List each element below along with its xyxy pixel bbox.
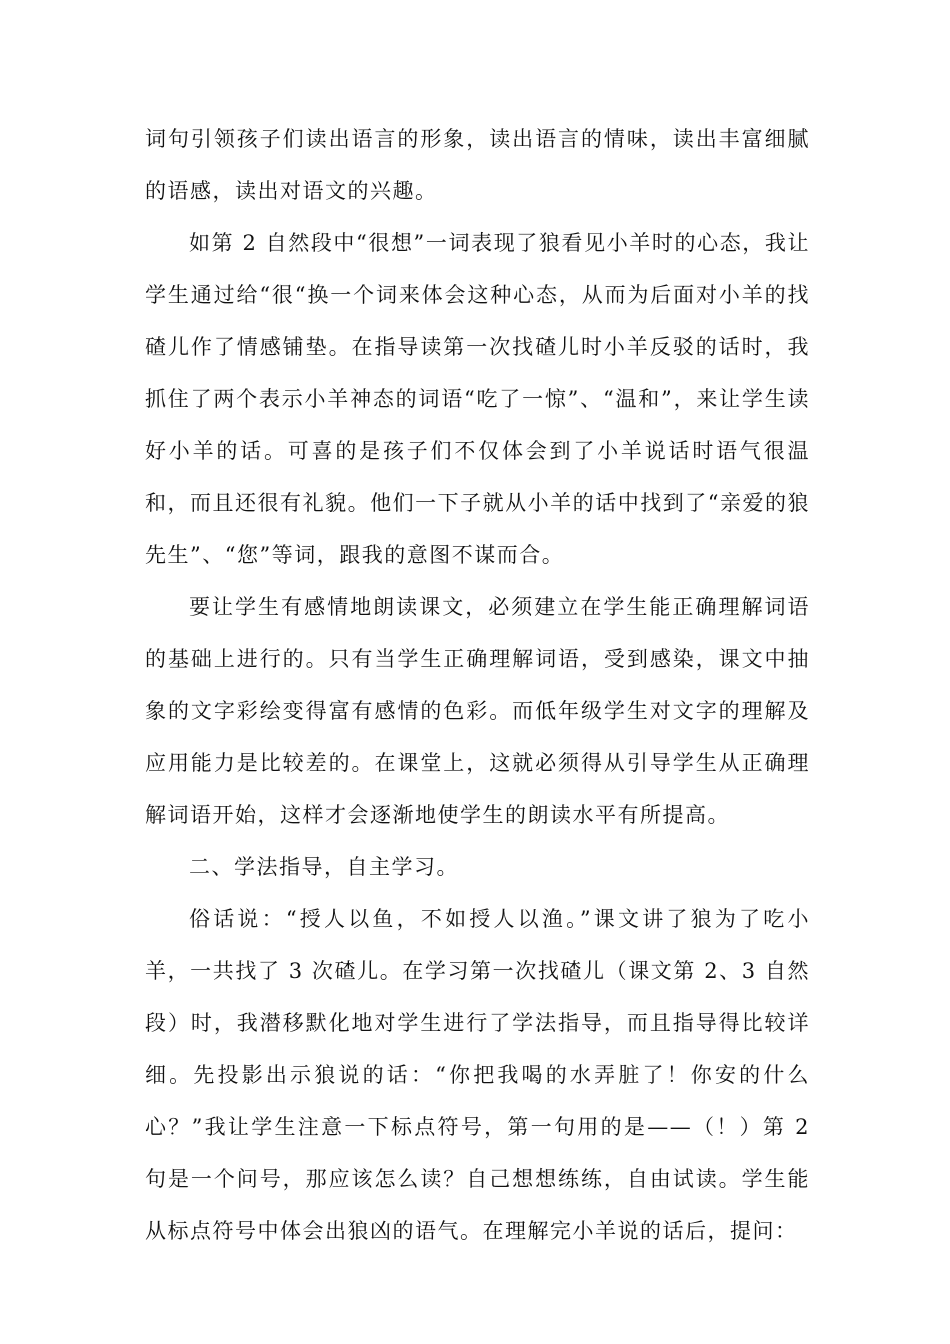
document-body	[145, 113, 810, 1257]
section-heading-study-method: 二、学法指导，自主学习。	[189, 855, 459, 879]
paragraph-wolf-mindset: 如第 2 自然段中“很想”一词表现了狼看见小羊时的心态，我让学生通过给“很“换一个词来体会这种心态，从而为后面对小羊的找碴儿作了情感铺垫。在指导读第一次找碴儿时小羊反驳的话时，我抓住了两个表示小羊神态的词语“吃了一惊”、“温和”，来让学生读好小羊的话。可喜的是孩子们不仅体会到了小羊说话时语气很温和，而且还很有礼貌。他们一下子就从小羊的话中找到了“亲爱的狼先生”、“您”等词，跟我的意图不谋而合。	[145, 231, 810, 567]
paragraph-continuation: 词句引领孩子们读出语言的形象，读出语言的情味，读出丰富细腻的语感，读出对语文的兴趣。	[145, 127, 810, 203]
paragraph-proverb-guidance: 俗话说：“授人以鱼，不如授人以渔。”课文讲了狼为了吃小羊，一共找了 3 次碴儿。在学习第一次找碴儿（课文第 2、3 自然段）时，我潜移默化地对学生进行了学法指导，而且指导得比较详细。先投影出示狼说的话：“你把我喝的水弄脏了！你安的什么心？”我让学生注意一下标点符号，第一句用的是——（！）第 2 句是一个问号，那应该怎么读？自己想想练练，自由试读。学生能从标点符号中体会出狼凶的语气。在理解完小羊说的话后，提问：	[145, 907, 810, 1243]
paragraph-emotional-reading: 要让学生有感情地朗读课文，必须建立在学生能正确理解词语的基础上进行的。只有当学生正确理解词语，受到感染，课文中抽象的文字彩绘变得富有感情的色彩。而低年级学生对文字的理解及应用能力是比较差的。在课堂上，这就必须得从引导学生从正确理解词语开始，这样才会逐渐地使学生的朗读水平有所提高。	[145, 595, 810, 827]
